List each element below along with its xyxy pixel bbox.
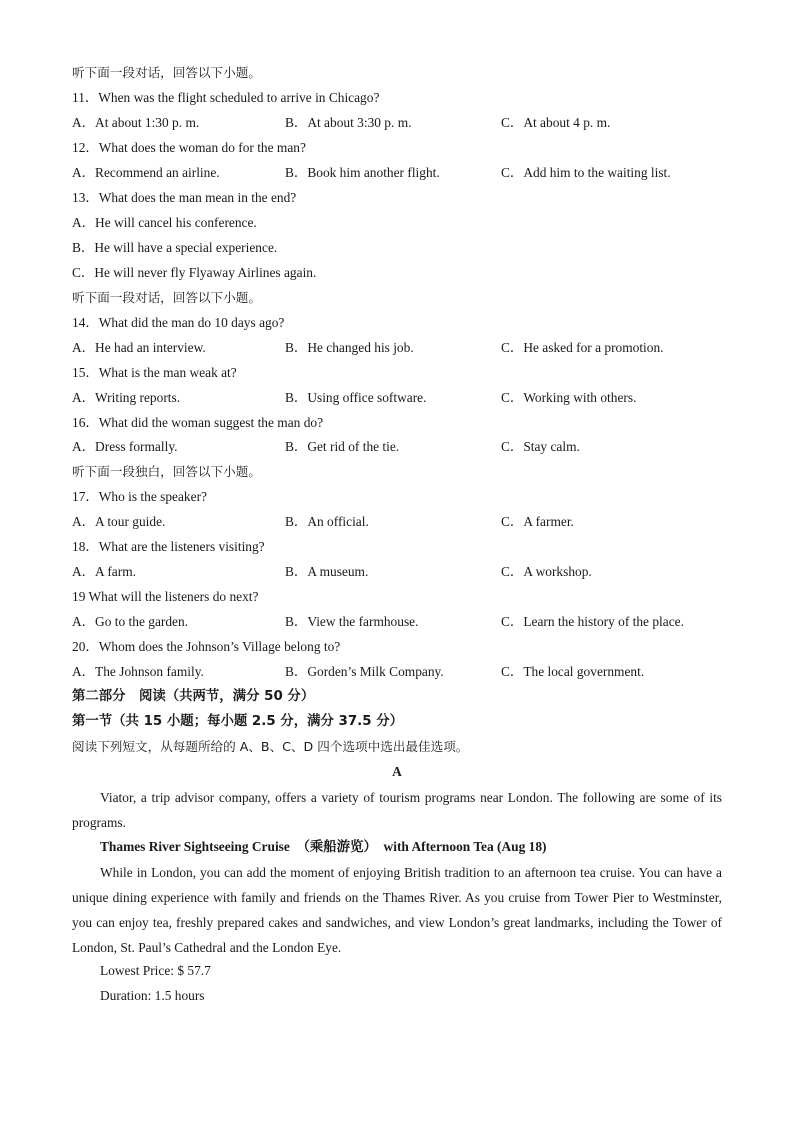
program-1-duration: Duration: 1.5 hours [100, 988, 205, 1003]
options-20 [0, 663, 794, 681]
option-18-b: B．A museum. [285, 564, 369, 579]
option-20-a: A．The Johnson family. [72, 664, 204, 679]
options-12 [0, 164, 794, 182]
option-11-a: A．At about 1:30 p. m. [72, 115, 200, 130]
program-1-body: While in London, you can add the moment of enjoying British tradition to an afternoon tea cruise. You can have a unique dining experience with family and friends on the Thames River. As you cruise from Tower Pier to Westminster, you can enjoy tea, freshly prepared cakes and sandwiches, and view London’s great landmarks, including the Tower of London, St. Paul’s Cathedral and the London Eye. [72, 865, 722, 955]
question-17: 17．Who is the speaker? [72, 489, 207, 504]
option-17-c: C．A farmer. [501, 514, 574, 529]
option-20-b: B．Gorden’s Milk Company. [285, 664, 444, 679]
option-13-a: A．He will cancel his conference. [72, 215, 257, 230]
options-19 [0, 613, 794, 631]
options-15 [0, 389, 794, 407]
question-14: 14．What did the man do 10 days ago? [72, 315, 285, 330]
option-12-c: C．Add him to the waiting list. [501, 165, 671, 180]
option-14-c: C．He asked for a promotion. [501, 340, 664, 355]
option-14-a: A．He had an interview. [72, 340, 206, 355]
option-19-c: C．Learn the history of the place. [501, 614, 684, 629]
program-1-title: Thames River Sightseeing Cruise （乘船游览） with Afternoon Tea (Aug 18) [100, 839, 547, 854]
options-16 [0, 438, 794, 456]
option-15-c: C．Working with others. [501, 390, 637, 405]
question-18: 18．What are the listeners visiting? [72, 539, 265, 554]
option-13-b: B．He will have a special experience. [72, 240, 278, 255]
listening-intro-c: 听下面一段独白，回答以下小题。 [72, 464, 261, 479]
option-17-b: B．An official. [285, 514, 369, 529]
option-13-c: C．He will never fly Flyaway Airlines again. [72, 265, 317, 280]
options-17 [0, 513, 794, 531]
option-19-a: A．Go to the garden. [72, 614, 189, 629]
option-12-a: A．Recommend an airline. [72, 165, 220, 180]
reading-section-title: 第一节（共 15 小题；每小题 2.5 分，满分 37.5 分） [72, 714, 404, 729]
question-19: 19 What will the listeners do next? [72, 589, 259, 604]
passage-label: A [392, 764, 402, 779]
option-11-b: B．At about 3:30 p. m. [285, 115, 412, 130]
listening-intro-b: 听下面一段对话，回答以下小题。 [72, 290, 261, 305]
option-16-a: A．Dress formally. [72, 439, 178, 454]
option-16-b: B．Get rid of the tie. [285, 439, 400, 454]
option-16-c: C．Stay calm. [501, 439, 580, 454]
option-20-c: C．The local government. [501, 664, 645, 679]
option-15-a: A．Writing reports. [72, 390, 181, 405]
options-18 [0, 563, 794, 581]
option-14-b: B．He changed his job. [285, 340, 414, 355]
reading-part-title: 第二部分 阅读（共两节，满分 50 分） [72, 689, 315, 704]
question-15: 15．What is the man weak at? [72, 365, 237, 380]
option-11-c: C．At about 4 p. m. [501, 115, 611, 130]
option-18-c: C．A workshop. [501, 564, 592, 579]
option-12-b: B．Book him another flight. [285, 165, 440, 180]
question-20: 20．Whom does the Johnson’s Village belong to? [72, 639, 341, 654]
question-12: 12．What does the woman do for the man? [72, 140, 306, 155]
option-17-a: A．A tour guide. [72, 514, 166, 529]
question-11: 11．When was the flight scheduled to arrive in Chicago? [72, 90, 380, 105]
option-15-b: B．Using office software. [285, 390, 427, 405]
option-18-a: A．A farm. [72, 564, 136, 579]
program-1-price: Lowest Price: $ 57.7 [100, 963, 211, 978]
passage-intro: Viator, a trip advisor company, offers a variety of tourism programs near London. The following are some of its programs. [72, 790, 722, 830]
options-14 [0, 339, 794, 357]
reading-instruction: 阅读下列短文，从每题所给的 A、B、C、D 四个选项中选出最佳选项。 [72, 739, 469, 754]
listening-intro-a: 听下面一段对话，回答以下小题。 [72, 65, 261, 80]
question-13: 13．What does the man mean in the end? [72, 190, 297, 205]
options-11 [0, 114, 794, 132]
question-16: 16．What did the woman suggest the man do? [72, 415, 324, 430]
option-19-b: B．View the farmhouse. [285, 614, 419, 629]
